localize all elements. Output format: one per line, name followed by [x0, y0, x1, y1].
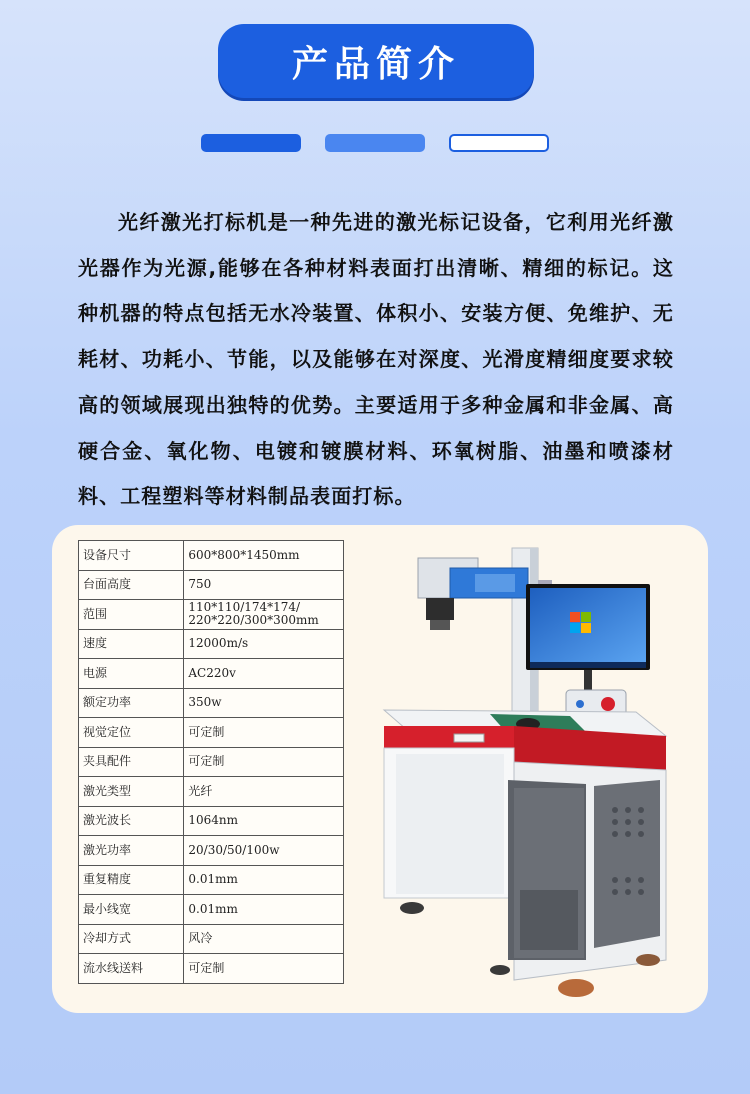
- spec-row: [79, 659, 344, 689]
- spec-row: [79, 924, 344, 954]
- section-title-banner: [218, 24, 534, 98]
- spec-key: 冷却方式: [79, 924, 184, 954]
- spec-row: [79, 688, 344, 718]
- spec-key: 最小线宽: [79, 895, 184, 925]
- spec-value: 可定制: [184, 747, 344, 777]
- spec-value: 0.01mm: [184, 895, 344, 925]
- spec-key: 流水线送料: [79, 954, 184, 984]
- spec-row: [79, 954, 344, 984]
- spec-key: 激光类型: [79, 777, 184, 807]
- spec-row: [79, 570, 344, 600]
- decorative-bar-2: [325, 134, 425, 152]
- decorative-bar-3: [449, 134, 549, 152]
- spec-value: 1064nm: [184, 806, 344, 836]
- spec-key: 设备尺寸: [79, 541, 184, 571]
- spec-key: 激光功率: [79, 836, 184, 866]
- spec-key: 电源: [79, 659, 184, 689]
- spec-key: 范围: [79, 600, 184, 630]
- spec-row: [79, 806, 344, 836]
- spec-value: 0.01mm: [184, 865, 344, 895]
- spec-key: 视觉定位: [79, 718, 184, 748]
- spec-row: [79, 541, 344, 571]
- spec-value: 600*800*1450mm: [184, 541, 344, 571]
- spec-key: 额定功率: [79, 688, 184, 718]
- spec-row: [79, 747, 344, 777]
- spec-row: [79, 865, 344, 895]
- spec-value: 可定制: [184, 954, 344, 984]
- spec-row: [79, 718, 344, 748]
- spec-value: 110*110/174*174/ 220*220/300*300mm: [184, 600, 344, 630]
- spec-value: 风冷: [184, 924, 344, 954]
- spec-key: 台面高度: [79, 570, 184, 600]
- spec-key: 激光波长: [79, 806, 184, 836]
- laser-marking-machine-image: [380, 540, 670, 1005]
- intro-paragraph: 光纤激光打标机是一种先进的激光标记设备，它利用光纤激光器作为光源,能够在各种材料表面打出清晰、精细的标记。这种机器的特点包括无水冷装置、体积小、安装方便、免维护、无耗材、功耗小、节能，以及能够在对深度、光滑度精细度要求较高的领域展现出独特的优势。主要适用于多种金属和非金属、高硬合金、氧化物、电镀和镀膜材料、环氧树脂、油墨和喷漆材料、工程塑料等材料制品表面打标。: [78, 210, 674, 509]
- spec-value: AC220v: [184, 659, 344, 689]
- spec-table: [78, 540, 344, 984]
- section-title: 产品简介: [291, 43, 460, 85]
- spec-key: 速度: [79, 629, 184, 659]
- spec-row: [79, 895, 344, 925]
- spec-key: 夹具配件: [79, 747, 184, 777]
- spec-value: 12000m/s: [184, 629, 344, 659]
- spec-value: 750: [184, 570, 344, 600]
- spec-key: 重复精度: [79, 865, 184, 895]
- spec-row: [79, 629, 344, 659]
- decorative-bar-1: [201, 134, 301, 152]
- spec-row: [79, 600, 344, 630]
- spec-value: 光纤: [184, 777, 344, 807]
- spec-row: [79, 777, 344, 807]
- spec-row: [79, 836, 344, 866]
- spec-value: 可定制: [184, 718, 344, 748]
- spec-value: 20/30/50/100w: [184, 836, 344, 866]
- spec-value: 350w: [184, 688, 344, 718]
